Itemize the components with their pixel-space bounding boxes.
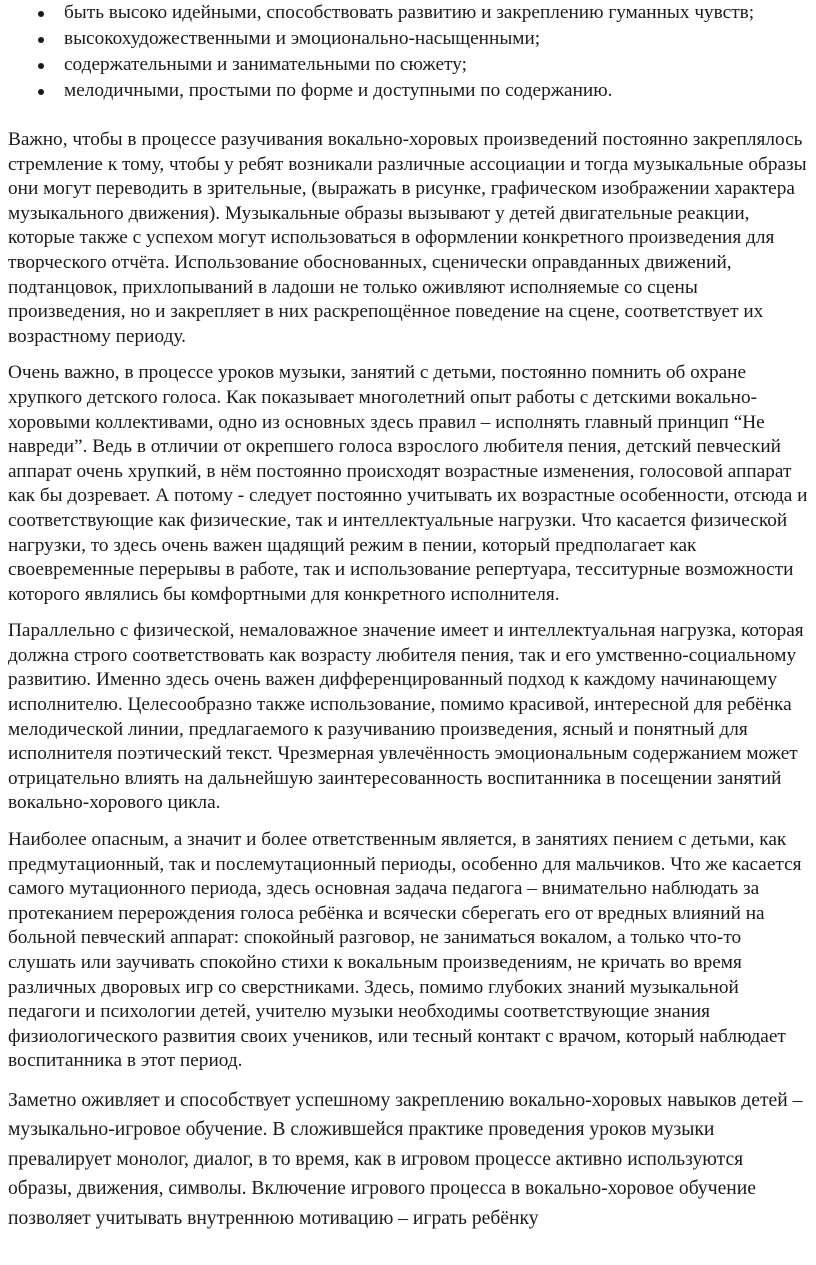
list-item-text: высокохудожественными и эмоционально-насыщенными; [64, 28, 541, 49]
list-item [8, 26, 812, 52]
paragraph-intellectual-load: Параллельно с физической, немаловажное значение имеет и интеллектуальная нагрузка, которая должна строго соответствовать как возрасту любителя пения, так и его умственно-социальному развитию. Именно здесь очень важен дифференцированный подход к каждому начинающему исполнителю. Целесообразно также использование, помимо красивой, интересной для ребёнка мелодической линии, предлагаемого к разучиванию произведения, ясный и понятный для исполнителя поэтический текст. Чрезмерная увлечённость эмоциональным содержанием может отрицательно влиять на дальнейшую заинтересованность воспитанника в посещении занятий вокально-хорового цикла. [8, 620, 804, 814]
requirements-list [8, 0, 812, 104]
list-item-text: быть высоко идейными, способствовать развитию и закреплению гуманных чувств; [64, 2, 755, 23]
list-item [8, 52, 812, 78]
list-item-text: мелодичными, простыми по форме и доступными по содержанию. [64, 80, 613, 101]
bullet-icon [38, 89, 44, 95]
list-item [8, 78, 812, 104]
paragraph-mutation-period: Наиболее опасным, а значит и более ответственным является, в занятиях пением с детьми, как предмутационный, так и послемутационный периоды, особенно для мальчиков. Что же касается самого мутационного периода, здесь основная задача педагога – внимательно наблюдать за протеканием перерождения голоса ребёнка и всячески сберегать его от вредных влияний на больной певческий аппарат: спокойный разговор, не заниматься вокалом, а только что-то слушать или заучивать спокойно стихи к вокальным произведениям, не кричать во время различных дворовых игр со сверстниками. Здесь, помимо глубоких знаний музыкальной педагоги и психологии детей, учителю музыки необходимы соответствующие знания физиологического развития своих учеников, или тесный контакт с врачом, который наблюдает воспитанника в этот период. [8, 829, 802, 1072]
paragraph-game-learning: Заметно оживляет и способствует успешному закреплению вокально-хоровых навыков детей – музыкально-игровое обучение. В сложившейся практике проведения уроков музыки превалирует монолог, диалог, в то время, как в игровом процессе активно используются образы, движения, символы. Включение игрового процесса в вокально-хоровое обучение позволяет учитывать внутреннюю мотивацию – играть ребёнку [8, 1089, 803, 1229]
list-item [8, 0, 812, 26]
bullet-icon [38, 63, 44, 69]
bullet-icon [38, 11, 44, 17]
list-item-text: содержательными и занимательными по сюжету; [64, 54, 467, 75]
bullet-icon [38, 37, 44, 43]
paragraph-associations: Важно, чтобы в процессе разучивания вокально-хоровых произведений постоянно закреплялось стремление к тому, чтобы у ребят возникали различные ассоциации и тогда музыкальные образы они могут переводить в зрительные, (выражать в рисунке, графическом изображении характера музыкального движения). Музыкальные образы вызывают у детей двигательные реакции, которые также с успехом могут использоваться в оформлении конкретного произведения для творческого отчёта. Использование обоснованных, сценически оправданных движений, подтанцовок, прихлопываний в ладоши не только оживляют исполняемые со сцены произведения, но и закрепляет в них раскрепощённое поведение на сцене, соответствует их возрастному периоду. [8, 129, 807, 347]
paragraph-voice-protection: Очень важно, в процессе уроков музыки, занятий с детьми, постоянно помнить об охране хрупкого детского голоса. Как показывает многолетний опыт работы с детскими вокально-хоровыми коллективами, одно из основных здесь правил – исполнять главный принцип “Не навреди”. Ведь в отличии от окрепшего голоса взрослого любителя пения, детский певческий аппарат очень хрупкий, в нём постоянно происходят возрастные изменения, голосовой аппарат как бы дозревает. А потому - следует постоянно учитывать их возрастные особенности, отсюда и соответствующие как физические, так и интеллектуальные нагрузки. Что касается физической нагрузки, то здесь очень важен щадящий режим в пении, который предполагает как своевременные перерывы в работе, так и использование репертуара, тесситурные возможности которого являлись бы комфортными для конкретного исполнителя. [8, 362, 808, 605]
